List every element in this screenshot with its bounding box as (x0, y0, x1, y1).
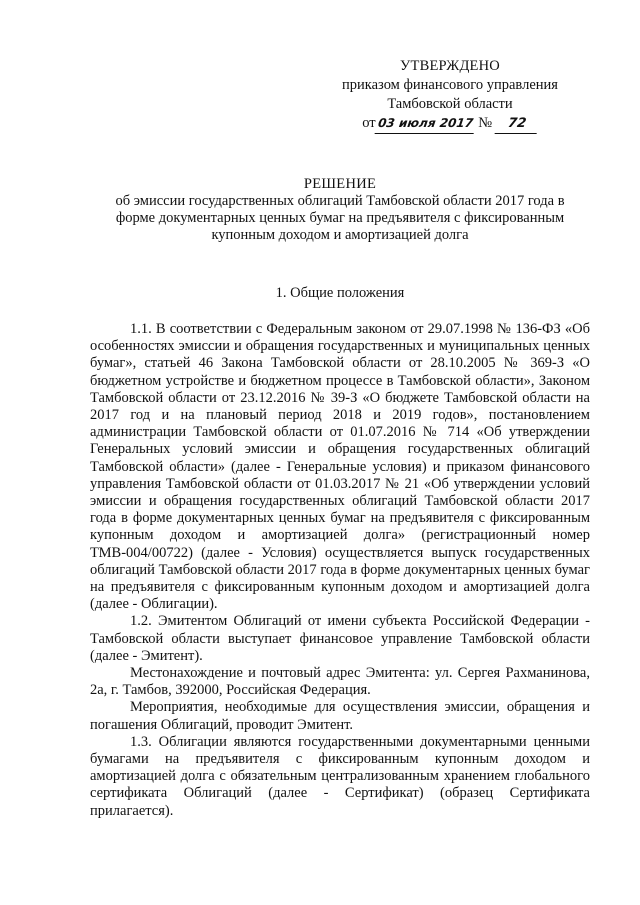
document-title: РЕШЕНИЕ (303, 176, 377, 192)
paragraph-address: Местонахождение и почтовый адрес Эмитента: ул. Сергея Рахманинова, 2а, г. Тамбов, 392000, Российская Федерация. (90, 665, 590, 699)
number-prefix: № (478, 115, 493, 131)
section-body (90, 321, 590, 820)
approval-date-line (330, 114, 570, 134)
paragraph-1-2: 1.2. Эмитентом Облигаций от имени субъекта Российской Федерации - Тамбовской области выступает финансовое управление Тамбовской области (далее - Эмитент). (90, 613, 590, 664)
paragraph-1-3: 1.3. Облигации являются государственными документарными ценными бумагами на предъявителя с фиксированным купонным доходом и амортизацией долга с обязательным централизованным хранением глобального сертификата Облигаций (далее - Сертификат) (образец Сертификата прилагается). (90, 733, 590, 819)
section-heading: 1. Общие положения (275, 285, 405, 301)
approval-stamp (330, 57, 570, 134)
approval-title: УТВЕРЖДЕНО (400, 58, 500, 74)
handwritten-number: 72 (494, 114, 539, 134)
paragraph-1-1: 1.1. В соответствии с Федеральным законом от 29.07.1998 № 136-ФЗ «Об особенностях эмиссии и обращения государственных и муниципальных ценных бумаг», статьей 46 Закона Тамбовской области от 28.10.2005 № 369-З «О бюджетном устройстве и бюджетном процессе в Тамбовской области», Законом Тамбовской области от 23.12.2016 № 39-З «О бюджете Тамбовской области на 2017 год и на плановый период 2018 и 2019 годов», постановлением администрации Тамбовской области от 01.07.2016 № 714 «Об утверждении Генеральных условий эмиссии и обращения государственных облигаций Тамбовской области» (далее - Генеральные условия) и приказом финансового управления Тамбовской области от 01.03.2017 № 21 «Об утверждении условий эмиссии и обращения государственных облигаций Тамбовской области 2017 года в форме документарных ценных бумаг на предъявителя с фиксированным купонным доходом и амортизацией долга» (регистрационный номер ТМВ-004/00722) (далее - Условия) осуществляется выпуск государственных облигаций Тамбовской области 2017 года в форме документарных ценных бумаг на предъявителя с фиксированным купонным доходом и амортизацией долга (далее - Облигации). (90, 321, 590, 613)
document-subtitle: об эмиссии государственных облигаций Тамбовской области 2017 года в форме документарных ценных бумаг на предъявителя с фиксированным купонным доходом и амортизацией долга (115, 193, 565, 243)
date-prefix: от (362, 115, 376, 131)
approval-line-1: приказом финансового управления (342, 77, 558, 93)
handwritten-date: 03 июля 2017 (374, 114, 476, 134)
paragraph-activities: Мероприятия, необходимые для осуществления эмиссии, обращения и погашения Облигаций, проводит Эмитент. (90, 699, 590, 733)
approval-line-2: Тамбовской области (387, 96, 513, 112)
document-title-block (95, 176, 585, 244)
